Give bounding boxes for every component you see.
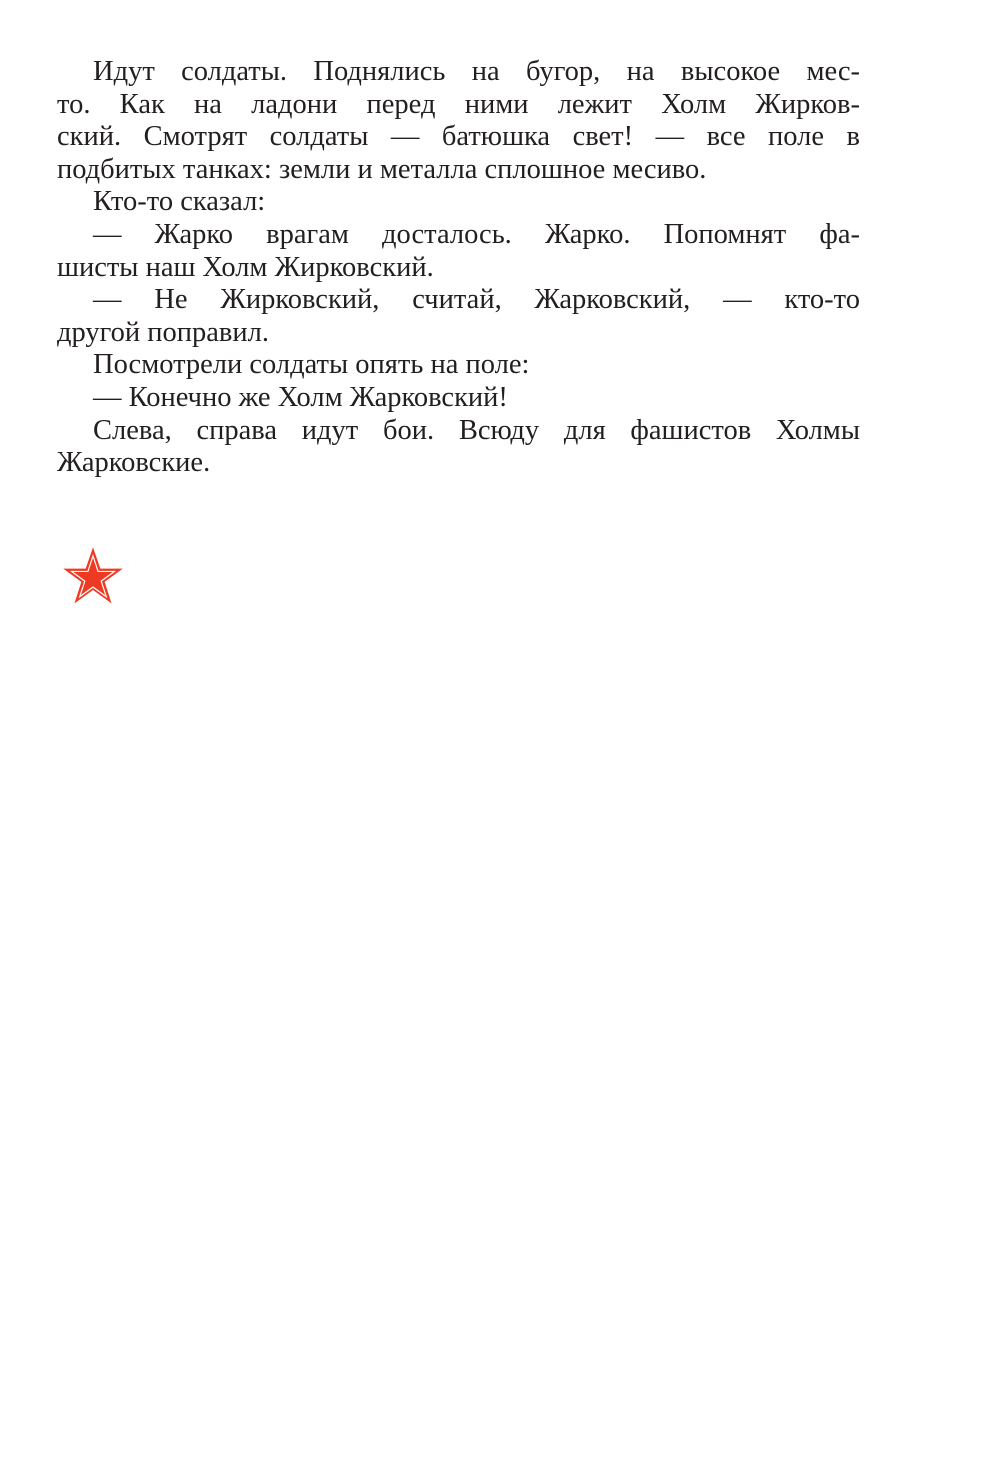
text-line: Кто-то сказал: [93, 186, 266, 218]
text-line: Посмотрели солдаты опять на поле: [93, 349, 530, 381]
text-line: другой поправил. [57, 316, 269, 348]
text-line: — Конечно же Холм Жарковский! [93, 381, 508, 413]
text-line: Жарковские. [57, 447, 211, 479]
red-star-icon [62, 546, 124, 608]
text-line: ский. Смотрят солдаты — батюшка свет! — все поле в [57, 121, 860, 153]
text-line: подбитых танках: земли и металла сплошное месиво. [57, 153, 707, 185]
story-text [57, 56, 860, 480]
text-line: Идут солдаты. Поднялись на бугор, на высокое мес- [93, 56, 860, 87]
text-line: Слева, справа идут бои. Всюду для фашистов Холмы [93, 414, 860, 446]
text-line: шисты наш Холм Жирковский. [57, 251, 434, 283]
text-line: то. Как на ладони перед ними лежит Холм Жирков- [57, 88, 860, 120]
text-line: — Жарко врагам досталось. Жарко. Попомнят фа- [93, 218, 860, 250]
text-line: — Не Жирковский, считай, Жарковский, — кто-то [93, 284, 860, 316]
